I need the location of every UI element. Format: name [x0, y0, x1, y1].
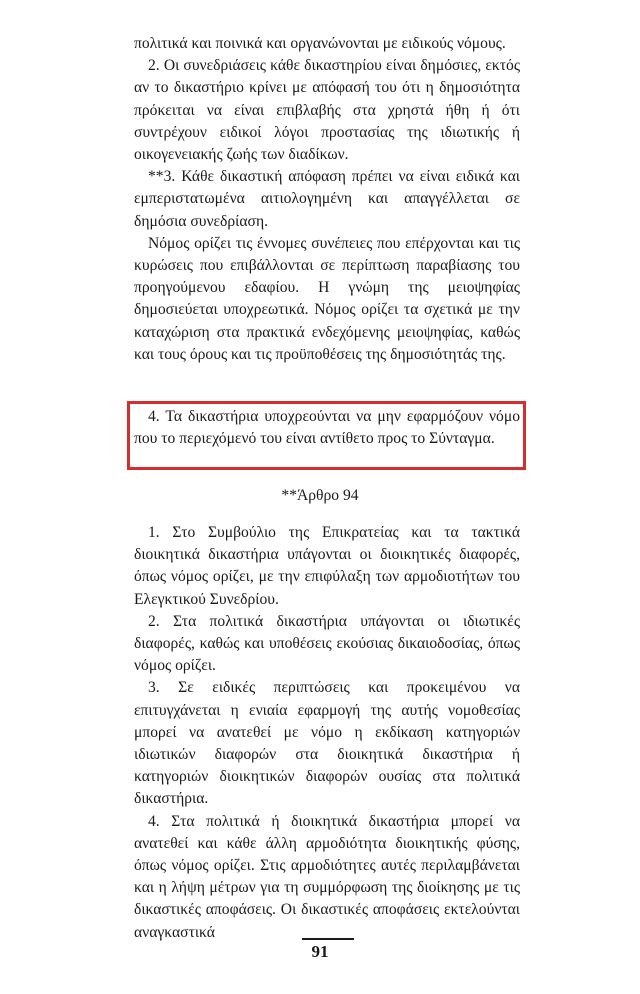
article-paragraph-4: 4. Στα πολιτικά ή διοικητικά δικαστήρια μπορεί να ανατεθεί και κάθε άλλη αρμοδιότητα διοικητικής φύσης, όπως νόμος ορίζει. Στις αρμοδιότητες αυτές περιλαμβάνεται και η λήψη μέτρων για τη συμμόρφωση της διοίκησης με τις δικαστικές αποφάσεις. Οι δικαστικές αποφάσεις εκτελούνται αναγκαστικά: [134, 812, 520, 941]
page-number-rule: [302, 938, 354, 940]
article-paragraph-1: 1. Στο Συμβούλιο της Επικρατείας και τα τακτικά διοικητικά δικαστήρια υπάγονται οι διοικητικές διαφορές, όπως νόμος ορίζει, με την επιφύλαξη των αρμοδιοτήτων του Ελεγκτικού Συνεδρίου.: [134, 524, 520, 608]
highlighted-block: [134, 406, 520, 450]
paragraph-3-continued: Νόμος ορίζει τις έννομες συνέπειες που επέρχονται και τις κυρώσεις που επιβάλλονται σε περίπτωση παραβίασης του προηγούμενου εδαφίου. Η γνώμη της μειοψηφίας δημοσιεύεται υποχρεωτικά. Νόμος ορίζει τα σχετικά με την καταχώριση στα πρακτικά ενδεχόμενης μειοψηφίας, καθώς και τους όρους και τις προϋποθέσεις της δημοσιότητάς της.: [134, 234, 520, 363]
article-paragraph-3: 3. Σε ειδικές περιπτώσεις και προκειμένου να επιτυγχάνεται η ενιαία εφαρμογή της αυτής νομοθεσίας μπορεί να ανατεθεί με νόμο η εκδίκαση κατηγοριών ιδιωτικών διαφορών στα διοικητικά δικαστήρια ή κατηγοριών διοικητικών διαφορών ουσίας στα πολιτικά δικαστήρια.: [134, 679, 520, 808]
article-heading: **Άρθρο 94: [281, 487, 359, 504]
paragraph-2: 2. Οι συνεδριάσεις κάθε δικαστηρίου είναι δημόσιες, εκτός αν το δικαστήριο κρίνει με απόφασή του ότι η δημοσιότητα πρόκειται να είναι επιβλαβής στα χρηστά ήθη ή ότι συντρέχουν ειδικοί λόγοι προστασίας της ιδιωτικής ή οικογενειακής ζωής των διαδίκων.: [134, 57, 520, 164]
paragraph-continuation: πολιτικά και ποινικά και οργανώνονται με ειδικούς νόμους.: [134, 35, 506, 52]
article-paragraph-2: 2. Στα πολιτικά δικαστήρια υπάγονται οι ιδιωτικές διαφορές, καθώς και υποθέσεις εκούσιας δικαιοδοσίας, όπως νόμος ορίζει.: [134, 612, 520, 675]
paragraph-4-highlighted: 4. Τα δικαστήρια υποχρεούνται να μην εφαρμόζουν νόμο που το περιεχόμενό του είναι αντίθετο προς το Σύνταγμα.: [134, 408, 520, 448]
article-94-block: [134, 522, 520, 944]
upper-text-block: [134, 33, 520, 366]
paragraph-3: **3. Κάθε δικαστική απόφαση πρέπει να είναι ειδικά και εμπεριστατωμένα αιτιολογημένη και απαγγέλλεται σε δημόσια συνεδρίαση.: [134, 168, 520, 230]
page-number: 91: [311, 942, 329, 961]
